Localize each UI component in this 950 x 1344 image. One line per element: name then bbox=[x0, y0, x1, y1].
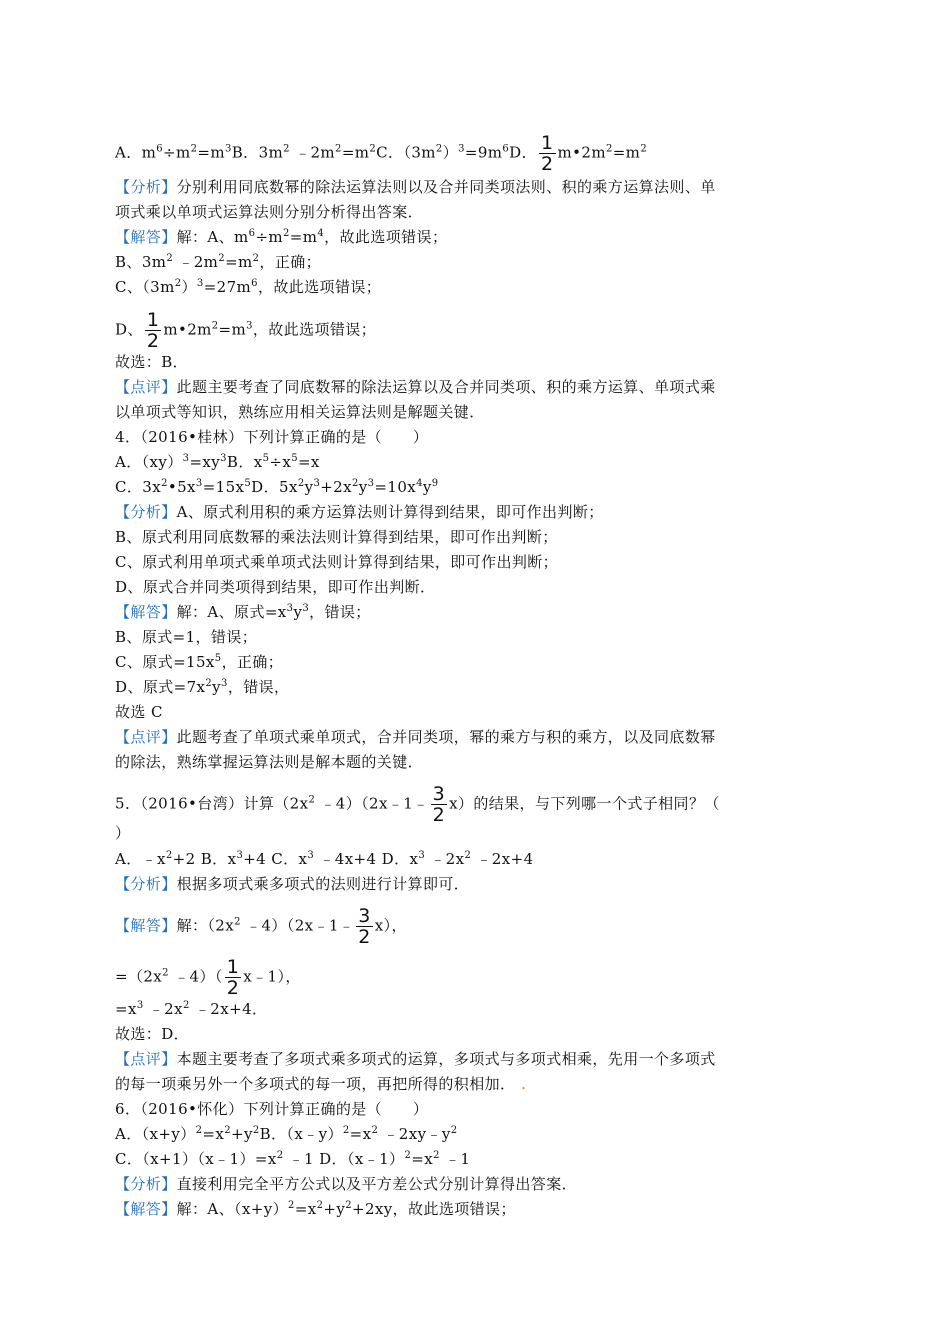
q3-analysis-line2: 项式乘以单项式运算法则分别分析得出答案． bbox=[115, 203, 424, 221]
stray-dot: . bbox=[520, 1073, 527, 1094]
fraction: $\frac{1}{2}$ bbox=[541, 132, 554, 175]
q4-options-ab: A．$(xy)^3=xy^3B$．$x^5\div x^5=x$ bbox=[115, 453, 320, 471]
q5-choice: 故选：D． bbox=[115, 1025, 190, 1043]
q4-comment-line1: 【点评】此题考查了单项式乘单项式，合并同类项，幂的乘方与积的乘方，以及同底数幂 bbox=[115, 728, 716, 746]
fraction: $\frac{1}{2}$ bbox=[146, 309, 160, 352]
fraction: $\frac{3}{2}$ bbox=[358, 905, 371, 948]
q4-analysis-c: C、原式利用单项式乘单项式法则计算得到结果，即可作出判断； bbox=[115, 553, 559, 571]
q5-comment-line1: 【点评】本题主要考查了多项式乘多项式的运算，多项式与多项式相乘，先用一个多项式 bbox=[115, 1050, 716, 1068]
q6-options-ab: A．$(x+y)^2=x^2+y^2B$．$(x﹣y)^2=x^2$ $﹣2xy﹣y^2$ bbox=[115, 1125, 458, 1143]
q4-analysis-d: D、原式合并同类项得到结果，即可作出判断． bbox=[115, 578, 436, 596]
q4-analysis-b: B、原式利用同底数幂的乘法法则计算得到结果，即可作出判断； bbox=[115, 528, 558, 546]
q4-solution-c: C、原式$=15x^5$，正确； bbox=[115, 653, 284, 671]
fraction: $\frac{1}{2}$ bbox=[226, 956, 240, 999]
q3-solution-d: D、 $\frac{1}{2}$ $m•2m^2=m^3$，故此选项错误； bbox=[115, 309, 377, 352]
q5-stem: 5．（2016•台湾）计算（$2x^2$ ﹣4）（2x﹣1﹣ $\frac{3}{2}$ x）的结果，与下列哪一个式子相同？（ bbox=[115, 783, 720, 826]
q3-comment-line2: 以单项式等知识，熟练应用相关运算法则是解题关键． bbox=[115, 403, 485, 421]
q5-solution-line1: 【解答】解：（$2x^2$ ﹣4）（2x﹣1﹣ $\frac{3}{2}$ x）， bbox=[115, 905, 407, 948]
q4-choice: 故选 C bbox=[115, 703, 163, 721]
q4-comment-line2: 的除法，熟练掌握运算法则是解本题的关键． bbox=[115, 753, 424, 771]
q5-comment-line2: 的每一项乘另外一个多项式的每一项，再把所得的积相加． . bbox=[115, 1073, 527, 1094]
q6-analysis: 【分析】直接利用完全平方公式以及平方差公式分别计算得出答案． bbox=[115, 1175, 578, 1193]
q3-options: A．$m^6\div m^2=m^3B$．$3m^2$ $﹣2m^2=m^2C$．$(3m^2)^3=9m^6D$． $\frac{1}{2}$ $m•2m^2=m^2$ bbox=[115, 132, 648, 175]
q3-solution-b: B、$3m^2$ $﹣2m^2=m^2$，正确； bbox=[115, 253, 322, 271]
q6-stem: 6．（2016•怀化）下列计算正确的是（ ） bbox=[115, 1100, 429, 1118]
q4-options-cd: C．$3x^2•5x^3=15x^5D$．$5x^2y^3+2x^2y^3=10x^4y^9$ bbox=[115, 478, 439, 496]
q5-options: A．$﹣x^2+2$ B．$x^3+4$ C．$x^3$ ﹣4x+4 D．$x^3$ $﹣2x^2$ ﹣2x+4 bbox=[115, 850, 534, 868]
q4-solution-d: D、原式$=7x^2y^3$，错误， bbox=[115, 678, 290, 696]
q3-solution-a: 【解答】解：A、$m^6\div m^2=m^4$，故此选项错误； bbox=[115, 228, 448, 246]
q6-solution-a: 【解答】解：A、$(x+y)^2=x^2+y^2+2xy$，故此选项错误； bbox=[115, 1200, 516, 1218]
q4-analysis-a: 【分析】A、原式利用积的乘方运算法则计算得到结果，即可作出判断； bbox=[115, 503, 604, 521]
q5-solution-line3: $=x^3$ $﹣2x^2$ ﹣2x+4． bbox=[115, 1000, 268, 1018]
q4-solution-b: B、原式=1，错误； bbox=[115, 628, 258, 646]
q3-analysis-line1: 【分析】分别利用同底数幂的除法运算法则以及合并同类项法则、积的乘方运算法则、单 bbox=[115, 178, 716, 196]
fraction: $\frac{3}{2}$ bbox=[432, 783, 446, 826]
q5-analysis: 【分析】根据多项式乘多项式的法则进行计算即可． bbox=[115, 875, 470, 893]
q4-stem: 4．（2016•桂林）下列计算正确的是（ ） bbox=[115, 428, 429, 446]
q3-solution-c: C、$(3m^2)^3=27m^6$，故此选项错误； bbox=[115, 278, 382, 296]
q6-options-cd: C．$(x+1)(x﹣1)=x^2$ ﹣1 D．$(x﹣1)^2=x^2$ ﹣1 bbox=[115, 1150, 471, 1168]
q5-solution-line2: $=(2x^2$ ﹣4）（ $\frac{1}{2}$ x﹣1）， bbox=[115, 956, 301, 999]
q3-choice: 故选：B． bbox=[115, 353, 189, 371]
q3-comment-line1: 【点评】此题主要考查了同底数幂的除法运算以及合并同类项、积的乘方运算、单项式乘 bbox=[115, 378, 716, 396]
q4-solution-a: 【解答】解：A、原式$=x^3y^3$，错误； bbox=[115, 603, 371, 621]
q5-stem-line2: ） bbox=[115, 824, 131, 842]
